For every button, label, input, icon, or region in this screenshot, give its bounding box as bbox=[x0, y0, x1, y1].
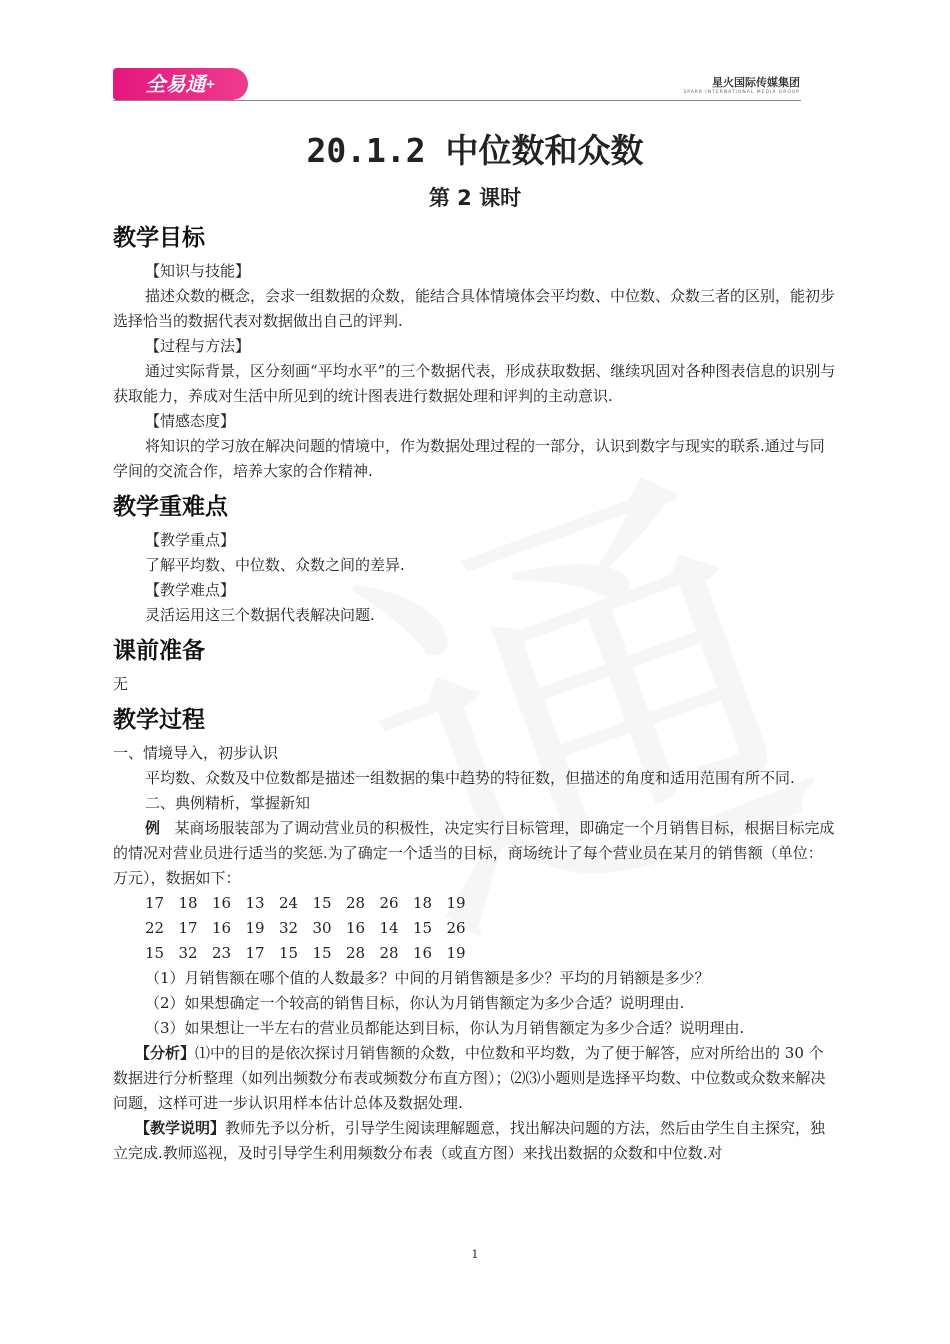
header-divider bbox=[113, 100, 801, 101]
logo-star-icon: + bbox=[205, 77, 216, 91]
example-paragraph bbox=[113, 816, 837, 891]
question-1: （1）月销售额在哪个值的人数最多？中间的月销售额是多少？平均的月销额是多少？ bbox=[145, 969, 710, 987]
para-key: 了解平均数、中位数、众数之间的差异. bbox=[145, 556, 405, 574]
data-cell: 16 bbox=[413, 944, 433, 962]
para-knowledge: 描述众数的概念，会求一组数据的众数，能结合具体情境体会平均数、中位数、众数三者的区别，能初步选择恰当的数据代表对数据做出自己的评判. bbox=[113, 287, 836, 330]
page-title: 20.1.2 中位数和众数 bbox=[306, 131, 644, 170]
data-cell: 18 bbox=[413, 894, 433, 912]
analysis-text: ⑴中的目的是依次探讨月销售额的众数，中位数和平均数，为了便于解答，应对所给出的 30 个数据进行分析整理（如列出频数分布表或频数分布直方图）；⑵⑶小题则是选择平均数、中位数或众数来解决问题，这样可进一步认识用样本估计总体及数据处理. bbox=[113, 1044, 826, 1112]
subsection-intro: 一、情境导入，初步认识 bbox=[113, 744, 279, 762]
data-cell: 14 bbox=[379, 919, 399, 937]
data-cell: 15 bbox=[413, 919, 433, 937]
tag-knowledge: 【知识与技能】 bbox=[145, 262, 251, 280]
section-heading-preparation: 课前准备 bbox=[113, 638, 205, 664]
data-cell: 28 bbox=[346, 894, 366, 912]
data-cell: 19 bbox=[245, 919, 265, 937]
brand-en: SPARK INTERNATIONAL MEDIA GROUP bbox=[683, 90, 800, 95]
explain-text: 教师先予以分析，引导学生阅读理解题意，找出解决问题的方法，然后由学生自主探究，独立完成.教师巡视，及时引导学生利用频数分布表（或直方图）来找出数据的众数和中位数.对 bbox=[113, 1119, 826, 1162]
logo bbox=[113, 68, 248, 100]
data-cell: 32 bbox=[279, 919, 299, 937]
data-cell: 15 bbox=[312, 944, 332, 962]
data-row bbox=[145, 941, 837, 966]
data-cell: 32 bbox=[178, 944, 198, 962]
question-3: （3）如果想让一半左右的营业员都能达到目标，你认为月销售额定为多少合适？说明理由. bbox=[145, 1019, 745, 1037]
data-cell: 15 bbox=[279, 944, 299, 962]
page-header bbox=[0, 60, 950, 105]
data-row bbox=[145, 891, 837, 916]
section-heading-key-points: 教学重难点 bbox=[113, 494, 228, 520]
data-cell: 17 bbox=[145, 894, 165, 912]
logo-text: 全易通 bbox=[145, 72, 206, 96]
data-cell: 26 bbox=[379, 894, 399, 912]
data-cell: 23 bbox=[212, 944, 232, 962]
data-cell: 17 bbox=[178, 919, 198, 937]
subsection-example: 二、典例精析，掌握新知 bbox=[145, 794, 311, 812]
data-cell: 16 bbox=[212, 919, 232, 937]
data-cell: 15 bbox=[145, 944, 165, 962]
explain-label: 【教学说明】 bbox=[135, 1119, 226, 1137]
brand bbox=[683, 74, 800, 95]
data-cell: 24 bbox=[279, 894, 299, 912]
data-cell: 19 bbox=[446, 894, 466, 912]
data-cell: 19 bbox=[446, 944, 466, 962]
section-heading-objectives: 教学目标 bbox=[113, 225, 205, 251]
data-cell: 16 bbox=[212, 894, 232, 912]
example-text: 某商场服装部为了调动营业员的积极性，决定实行目标管理，即确定一个月销售目标，根据目标完成的情况对营业员进行适当的奖惩.为了确定一个适当的目标，商场统计了每个营业员在某月的销售额（单位：万元），数据如下： bbox=[113, 819, 835, 887]
data-cell: 30 bbox=[312, 919, 332, 937]
para-process: 通过实际背景，区分刻画“平均水平”的三个数据代表，形成获取数据、继续巩固对各种图表信息的识别与获取能力，养成对生活中所见到的统计图表进行数据处理和评判的主动意识. bbox=[113, 362, 836, 405]
para-difficult: 灵活运用这三个数据代表解决问题. bbox=[145, 606, 375, 624]
data-cell: 28 bbox=[346, 944, 366, 962]
page-number: 1 bbox=[471, 1248, 479, 1261]
tag-attitude: 【情感态度】 bbox=[145, 412, 236, 430]
analysis-label: 【分析】 bbox=[135, 1044, 196, 1062]
para-preparation: 无 bbox=[113, 675, 129, 693]
data-table bbox=[113, 891, 837, 966]
data-cell: 13 bbox=[245, 894, 265, 912]
brand-cn: 星火国际传媒集团 bbox=[712, 76, 800, 89]
tag-process: 【过程与方法】 bbox=[145, 337, 251, 355]
page-subtitle: 第 2 课时 bbox=[428, 186, 522, 210]
data-cell: 15 bbox=[312, 894, 332, 912]
data-row bbox=[145, 916, 837, 941]
data-cell: 26 bbox=[446, 919, 466, 937]
document-body bbox=[113, 120, 837, 1166]
question-2: （2）如果想确定一个较高的销售目标，你认为月销售额定为多少合适？说明理由. bbox=[145, 994, 685, 1012]
para-attitude: 将知识的学习放在解决问题的情境中，作为数据处理过程的一部分，认识到数字与现实的联系.通过与同学间的交流合作，培养大家的合作精神. bbox=[113, 437, 825, 480]
data-cell: 22 bbox=[145, 919, 165, 937]
tag-key: 【教学重点】 bbox=[145, 531, 236, 549]
data-cell: 28 bbox=[379, 944, 399, 962]
analysis-paragraph bbox=[113, 1041, 837, 1116]
para-intro: 平均数、众数及中位数都是描述一组数据的集中趋势的特征数，但描述的角度和适用范围有所不同. bbox=[145, 769, 795, 787]
data-cell: 18 bbox=[178, 894, 198, 912]
data-cell: 17 bbox=[245, 944, 265, 962]
explain-paragraph bbox=[113, 1116, 837, 1166]
example-label: 例 bbox=[145, 819, 161, 837]
tag-difficult: 【教学难点】 bbox=[145, 581, 236, 599]
data-cell: 16 bbox=[346, 919, 366, 937]
section-heading-process: 教学过程 bbox=[113, 707, 205, 733]
